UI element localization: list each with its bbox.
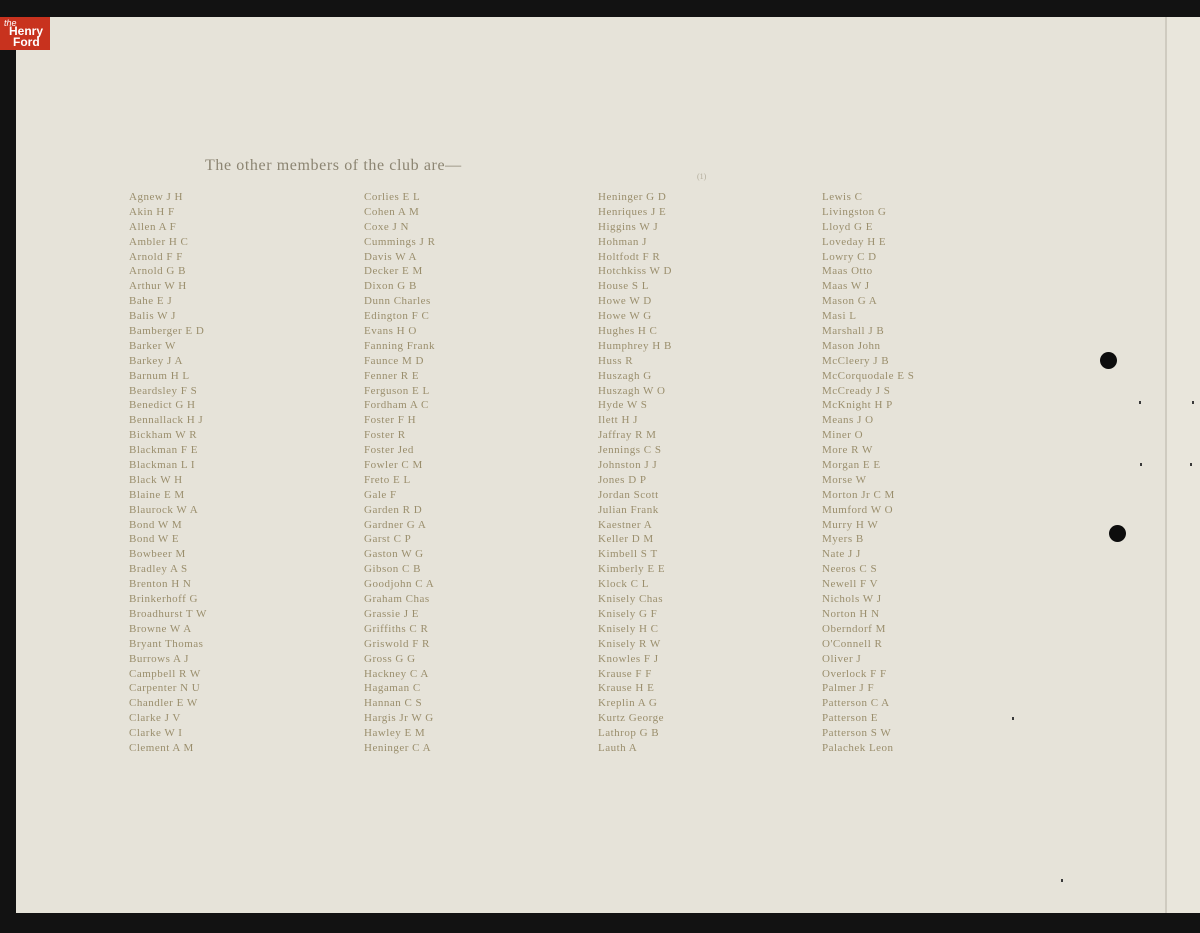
paper-speck: [1139, 401, 1141, 404]
member-name: Overlock F F: [822, 667, 887, 680]
member-name: McKnight H P: [822, 399, 893, 412]
member-name: Beardsley F S: [129, 384, 198, 397]
henry-ford-logo: [0, 17, 50, 50]
member-column-2: [364, 190, 435, 756]
member-name: Myers B: [822, 533, 864, 546]
member-name: Knisely R W: [598, 637, 661, 650]
member-name: Allen A F: [129, 220, 177, 233]
member-name: Cummings J R: [364, 235, 436, 248]
logo-the: the: [4, 18, 17, 28]
member-name: Hawley E M: [364, 727, 426, 740]
member-name: Clarke J V: [129, 712, 181, 725]
member-name: Barnum H L: [129, 369, 190, 382]
member-name: Oliver J: [822, 652, 862, 665]
member-name: Maas Otto: [822, 265, 873, 278]
member-name: Kaestner A: [598, 518, 653, 531]
member-name: Dunn Charles: [364, 295, 431, 308]
member-name: Huss R: [598, 354, 634, 367]
member-name: Decker E M: [364, 265, 423, 278]
member-name: Cohen A M: [364, 205, 420, 218]
member-name: Freto E L: [364, 473, 411, 486]
member-name: Morgan E E: [822, 459, 881, 472]
member-name: Mason John: [822, 339, 881, 352]
member-name: Marshall J B: [822, 325, 885, 338]
member-name: Gibson C B: [364, 563, 421, 576]
member-name: Fanning Frank: [364, 339, 435, 352]
paper-speck: [1012, 717, 1014, 720]
member-name: Huszagh G: [598, 369, 652, 382]
member-name: Agnew J H: [129, 191, 183, 203]
member-name: Chandler E W: [129, 697, 198, 710]
member-name: Howe W G: [598, 310, 652, 323]
member-name: Jennings C S: [598, 444, 662, 457]
member-name: Broadhurst T W: [129, 607, 207, 620]
member-name: Barker W: [129, 339, 176, 352]
member-name: Klock C L: [598, 578, 649, 591]
member-name: Masi L: [822, 310, 857, 323]
member-name: Barkey J A: [129, 354, 183, 367]
member-name: Corlies E L: [364, 191, 421, 203]
paper-speck: [1140, 463, 1142, 466]
member-name: Newell F V: [822, 578, 879, 591]
member-name: Higgins W J: [598, 220, 659, 233]
member-name: Kimbell S T: [598, 548, 658, 561]
member-name: Hannan C S: [364, 697, 423, 710]
member-name: Lauth A: [598, 741, 638, 754]
member-name: Bond W E: [129, 533, 180, 546]
member-name: Clarke W I: [129, 727, 183, 740]
member-name: Means J O: [822, 414, 874, 427]
member-name: Bryant Thomas: [129, 637, 204, 650]
member-name: Edington F C: [364, 310, 430, 323]
member-name: Lewis C: [822, 191, 863, 203]
member-name: Murry H W: [822, 518, 879, 531]
member-name: Hughes H C: [598, 325, 658, 338]
member-name: Patterson E: [822, 712, 878, 725]
member-name: Black W H: [129, 473, 183, 486]
member-name: Coxe J N: [364, 220, 409, 233]
member-name: Blackman F E: [129, 444, 198, 457]
member-name: Fowler C M: [364, 459, 423, 472]
member-name: Knisely Chas: [598, 593, 663, 606]
punch-hole: [1109, 525, 1126, 542]
member-name: Patterson C A: [822, 697, 890, 710]
member-name: Gardner G A: [364, 518, 427, 531]
member-name: Davis W A: [364, 250, 417, 263]
member-name: Bradley A S: [129, 563, 188, 576]
member-name: Brenton H N: [129, 578, 192, 591]
member-name: Ilett H J: [598, 414, 638, 427]
members-heading: The other members of the club are—: [205, 157, 462, 174]
member-name: Browne W A: [129, 622, 192, 635]
member-name: Gross G G: [364, 652, 416, 665]
member-name: Balis W J: [129, 310, 176, 323]
member-name: Neeros C S: [822, 563, 878, 576]
member-name: Humphrey H B: [598, 339, 672, 352]
logo-line1: Henry: [9, 24, 44, 38]
member-name: McCleery J B: [822, 354, 890, 367]
member-name: Garden R D: [364, 503, 423, 516]
member-name: Kimberly E E: [598, 563, 666, 576]
member-name: Henriques J E: [598, 205, 667, 218]
member-name: Krause H E: [598, 682, 655, 695]
member-name: Blackman L I: [129, 459, 196, 472]
paper-speck: [1190, 463, 1192, 466]
member-name: Jaffray R M: [598, 429, 657, 442]
member-name: Ambler H C: [129, 235, 189, 248]
member-name: Blaurock W A: [129, 503, 199, 516]
member-name: Heninger C A: [364, 741, 432, 754]
punch-hole: [1100, 352, 1117, 369]
member-name: Bennallack H J: [129, 414, 204, 427]
member-name: Benedict G H: [129, 399, 196, 412]
member-name: Krause F F: [598, 667, 652, 680]
member-name: Bamberger E D: [129, 325, 205, 338]
member-name: Hotchkiss W D: [598, 265, 672, 278]
member-name: Goodjohn C A: [364, 578, 435, 591]
member-name: Mumford W O: [822, 503, 894, 516]
member-name: Carpenter N U: [129, 682, 201, 695]
member-name: Keller D M: [598, 533, 654, 546]
member-name: Bond W M: [129, 518, 183, 531]
member-column-4: [822, 190, 914, 756]
member-name: Maas W J: [822, 280, 870, 293]
member-name: Livingston G: [822, 205, 887, 218]
member-name: Morton Jr C M: [822, 488, 895, 501]
member-name: Knowles F J: [598, 652, 659, 665]
member-name: Hargis Jr W G: [364, 712, 434, 725]
member-name: Foster Jed: [364, 444, 414, 457]
member-name: Holtfodt F R: [598, 250, 661, 263]
member-name: Garst C P: [364, 533, 412, 546]
member-name: Nichols W J: [822, 593, 882, 606]
member-name: Hagaman C: [364, 682, 421, 695]
member-name: Gaston W G: [364, 548, 424, 561]
member-name: Kurtz George: [598, 712, 664, 725]
member-name: Griswold F R: [364, 637, 430, 650]
member-name: Huszagh W O: [598, 384, 666, 397]
member-name: Bickham W R: [129, 429, 198, 442]
member-name: Foster F H: [364, 414, 417, 427]
next-page-edge: [1167, 17, 1200, 913]
member-name: Julian Frank: [598, 503, 659, 516]
member-name: Oberndorf M: [822, 622, 886, 635]
member-name: Arthur W H: [129, 280, 187, 293]
member-name: Palachek Leon: [822, 741, 894, 754]
member-name: Blaine E M: [129, 488, 185, 501]
member-name: Palmer J F: [822, 682, 875, 695]
member-name: Graham Chas: [364, 593, 430, 606]
member-name: Burrows A J: [129, 652, 189, 665]
member-name: Griffiths C R: [364, 622, 429, 635]
member-name: McCready J S: [822, 384, 891, 397]
member-name: Bowbeer M: [129, 548, 186, 561]
member-name: More R W: [822, 444, 873, 457]
member-name: Heninger G D: [598, 191, 667, 203]
member-name: Nate J J: [822, 548, 861, 561]
paper-speck: [1192, 401, 1194, 404]
member-name: Evans H O: [364, 325, 417, 338]
member-name: Morse W: [822, 473, 867, 486]
member-name: Akin H F: [129, 205, 175, 218]
member-name: Norton H N: [822, 607, 880, 620]
member-name: Fordham A C: [364, 399, 429, 412]
member-name: Hyde W S: [598, 399, 648, 412]
member-name: Miner O: [822, 429, 864, 442]
member-name: Johnston J J: [598, 459, 658, 472]
member-name: Hohman J: [598, 235, 647, 248]
member-name: Arnold F F: [129, 250, 183, 263]
member-name: Faunce M D: [364, 354, 424, 367]
member-name: Foster R: [364, 429, 406, 442]
member-column-3: [598, 190, 672, 756]
member-name: Knisely G F: [598, 607, 658, 620]
member-name: Lowry C D: [822, 250, 877, 263]
member-name: Loveday H E: [822, 235, 887, 248]
member-name: Fenner R E: [364, 369, 420, 382]
member-name: Mason G A: [822, 295, 878, 308]
member-name: Knisely H C: [598, 622, 659, 635]
member-name: Bahe E J: [129, 295, 173, 308]
member-name: Brinkerhoff G: [129, 593, 198, 606]
member-name: Kreplin A G: [598, 697, 658, 710]
page-mark: (1): [697, 172, 707, 181]
member-name: Howe W D: [598, 295, 652, 308]
member-name: Lloyd G E: [822, 220, 873, 233]
member-name: Clement A M: [129, 741, 194, 754]
member-name: Gale F: [364, 488, 397, 501]
member-name: Dixon G B: [364, 280, 417, 293]
member-name: Patterson S W: [822, 727, 892, 740]
member-name: House S L: [598, 280, 649, 293]
member-name: Jordan Scott: [598, 488, 659, 501]
member-name: Ferguson E L: [364, 384, 430, 397]
logo-line2: Ford: [13, 35, 40, 49]
member-name: Campbell R W: [129, 667, 201, 680]
member-name: Arnold G B: [129, 265, 186, 278]
member-name: Jones D P: [598, 473, 647, 486]
member-name: O'Connell R: [822, 637, 883, 650]
member-name: Grassie J E: [364, 607, 419, 620]
member-column-1: [129, 190, 207, 756]
member-name: Lathrop G B: [598, 727, 660, 740]
member-name: Hackney C A: [364, 667, 429, 680]
member-name: McCorquodale E S: [822, 369, 915, 382]
paper-speck: [1061, 879, 1063, 882]
